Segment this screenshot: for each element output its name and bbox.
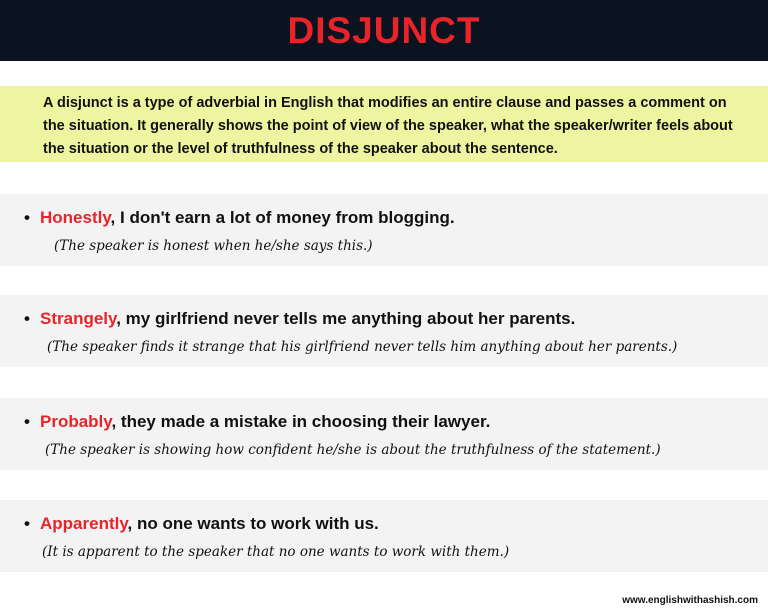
example-explanation: (The speaker is showing how confident he/she is about the truthfulness of the statement.)	[45, 442, 661, 458]
example-item	[0, 194, 768, 266]
bullet-icon: •	[24, 514, 30, 533]
definition-text: A disjunct is a type of adverbial in English that modifies an entire clause and passes a comment on the situation. It generally shows the point of view of the speaker, what the speaker/writer feels about the situation or the level of truthfulness of the speaker about the sentence.	[43, 95, 733, 157]
sentence-rest: , my girlfriend never tells me anything about her parents.	[116, 309, 576, 328]
example-explanation: (It is apparent to the speaker that no one wants to work with them.)	[42, 544, 510, 560]
example-sentence	[24, 412, 490, 432]
definition-box	[0, 86, 768, 162]
disjunct-keyword: Apparently	[40, 514, 128, 533]
example-explanation: (The speaker is honest when he/she says this.)	[54, 238, 373, 254]
example-item	[0, 500, 768, 572]
sentence-rest: , I don't earn a lot of money from blogging.	[110, 208, 455, 227]
example-item	[0, 398, 768, 470]
sentence-rest: , no one wants to work with us.	[127, 514, 379, 533]
page-title: DISJUNCT	[287, 9, 481, 51]
bullet-icon: •	[24, 412, 30, 431]
example-explanation: (The speaker finds it strange that his girlfriend never tells him anything about her parents.)	[47, 339, 678, 355]
bullet-icon: •	[24, 309, 30, 328]
example-item	[0, 295, 768, 367]
disjunct-keyword: Strangely	[40, 309, 117, 328]
example-sentence	[24, 309, 575, 329]
header-bar	[0, 0, 768, 61]
sentence-rest: , they made a mistake in choosing their lawyer.	[111, 412, 491, 431]
footer-website: www.englishwithashish.com	[622, 595, 758, 606]
disjunct-keyword: Honestly	[40, 208, 111, 227]
example-sentence	[24, 514, 379, 534]
example-sentence	[24, 208, 455, 228]
disjunct-keyword: Probably	[40, 412, 112, 431]
bullet-icon: •	[24, 208, 30, 227]
